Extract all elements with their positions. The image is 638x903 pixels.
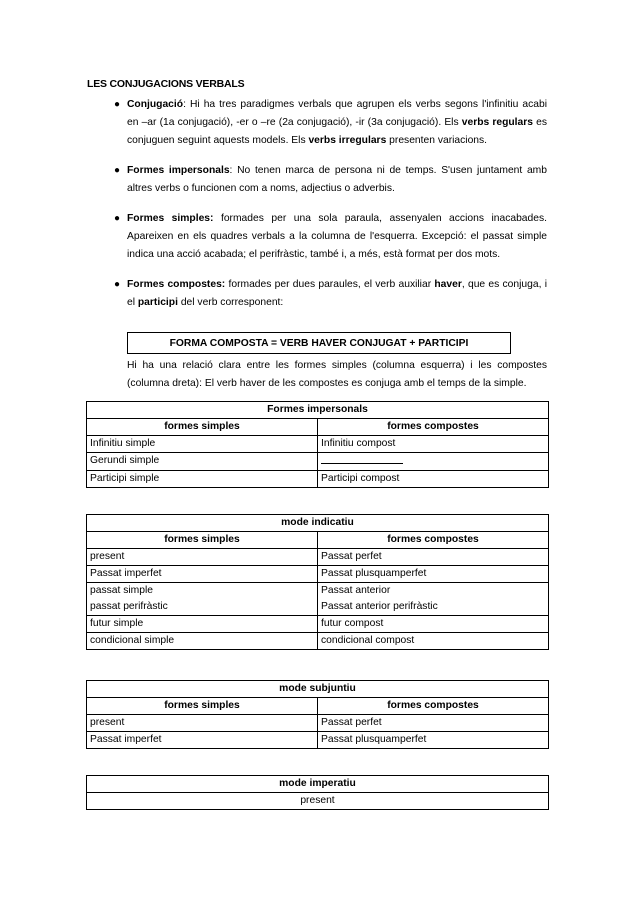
bullet-text: formades per dues paraules, el verb auxiliar — [225, 279, 435, 290]
bullet-list — [87, 96, 547, 324]
table-row — [87, 436, 549, 453]
table-cell — [318, 583, 549, 616]
bullet-dot-icon: ● — [114, 165, 121, 176]
bullet-term: Formes compostes: — [127, 279, 226, 290]
column-header-left: formes simples — [87, 419, 318, 436]
column-header-right: formes compostes — [318, 698, 549, 715]
table-cell: condicional compost — [318, 633, 549, 650]
bullet-term: Conjugació — [127, 99, 184, 110]
table-cell: Passat imperfet — [87, 566, 318, 583]
table-cell: present — [87, 793, 549, 810]
bullet-dot-icon: ● — [114, 279, 121, 290]
table-cell: Passat plusquamperfet — [318, 732, 549, 749]
table-header: mode imperatiu — [87, 776, 549, 793]
table-row — [87, 549, 549, 566]
bullet-text: del verb corresponent: — [177, 297, 284, 308]
bullet-text: : Hi ha tres paradigmes verbals que agrupen els verbs segons l'infinitiu acabi en –ar (1a conjugació), -er o –re (2a conjugació), -ir (3a conjugació). Els — [127, 99, 547, 128]
bullet-bold: participi — [137, 297, 178, 308]
column-header-left: formes simples — [87, 532, 318, 549]
table-cell-blank — [318, 453, 549, 471]
table-header: Formes impersonals — [87, 402, 549, 419]
bullet-conjugacio — [87, 96, 547, 150]
table-cell: futur simple — [87, 616, 318, 633]
table-cell: Infinitiu simple — [87, 436, 318, 453]
table-mode-imperatiu — [86, 775, 549, 810]
bullet-bold: haver — [434, 279, 462, 290]
bullet-dot-icon: ● — [114, 99, 121, 110]
table-row — [87, 616, 549, 633]
bullet-text: formades per una sola paraula, assenyalen accions inacabades. Apareixen en els quadres verbals a la columna de l'esquerra. Excepció: el passat simple indica una acció acabada; el perifràstic, també i, a més, està format per dos mots. — [127, 213, 547, 260]
cell-line: Passat anterior — [321, 585, 391, 596]
bullet-bold: verbs irregulars — [308, 135, 387, 146]
table-cell: present — [87, 549, 318, 566]
column-header-left: formes simples — [87, 698, 318, 715]
explanatory-note: Hi ha una relació clara entre les formes simples (columna esquerra) i les compostes (columna dreta): El verb haver de les compostes es conjuga amb el temps de la simple. — [127, 360, 547, 389]
bullet-bold: verbs regulars — [461, 117, 533, 128]
table-header: mode subjuntiu — [87, 681, 549, 698]
table-cell: futur compost — [318, 616, 549, 633]
cell-line: Passat anterior perifràstic — [321, 601, 438, 612]
cell-line: passat perifràstic — [90, 601, 168, 612]
bullet-text: es conjuguen seguint aquests models. Els — [127, 117, 547, 146]
table-formes-impersonals — [86, 401, 549, 488]
bullet-formes-impersonals — [87, 162, 547, 198]
table-cell: Infinitiu compost — [318, 436, 549, 453]
table-cell: present — [87, 715, 318, 732]
bullet-term: Formes impersonals — [127, 165, 230, 176]
column-header-right: formes compostes — [318, 419, 549, 436]
formula-box: FORMA COMPOSTA = VERB HAVER CONJUGAT + PARTICIPI — [127, 332, 511, 354]
table-cell: Passat imperfet — [87, 732, 318, 749]
table-row — [87, 471, 549, 488]
table-header: mode indicatiu — [87, 515, 549, 532]
table-row — [87, 453, 549, 471]
table-cell: Passat perfet — [318, 549, 549, 566]
table-row — [87, 633, 549, 650]
bullet-dot-icon: ● — [114, 213, 121, 224]
table-row — [87, 583, 549, 616]
table-row — [87, 566, 549, 583]
page-title: LES CONJUGACIONS VERBALS — [87, 78, 245, 90]
table-mode-subjuntiu — [86, 680, 549, 749]
column-header-right: formes compostes — [318, 532, 549, 549]
table-cell: Passat plusquamperfet — [318, 566, 549, 583]
table-cell: Participi simple — [87, 471, 318, 488]
table-cell: Passat perfet — [318, 715, 549, 732]
bullet-formes-simples — [87, 210, 547, 264]
bullet-term: Formes simples: — [127, 213, 214, 224]
bullet-formes-compostes — [87, 276, 547, 312]
bullet-text: : No tenen marca de persona ni de temps. S'usen juntament amb altres verbs o funcionen com a noms, adjectius o adverbis. — [127, 165, 547, 194]
table-cell: condicional simple — [87, 633, 318, 650]
bullet-text: , que es conjuga, i el — [127, 279, 547, 308]
table-cell: Gerundi simple — [87, 453, 318, 471]
cell-line: passat simple — [90, 585, 153, 596]
table-cell — [87, 583, 318, 616]
table-row — [87, 793, 549, 810]
blank-line — [321, 453, 403, 464]
bullet-text: presenten variacions. — [386, 135, 488, 146]
table-row — [87, 732, 549, 749]
table-cell: Participi compost — [318, 471, 549, 488]
table-mode-indicatiu — [86, 514, 549, 650]
table-row — [87, 715, 549, 732]
